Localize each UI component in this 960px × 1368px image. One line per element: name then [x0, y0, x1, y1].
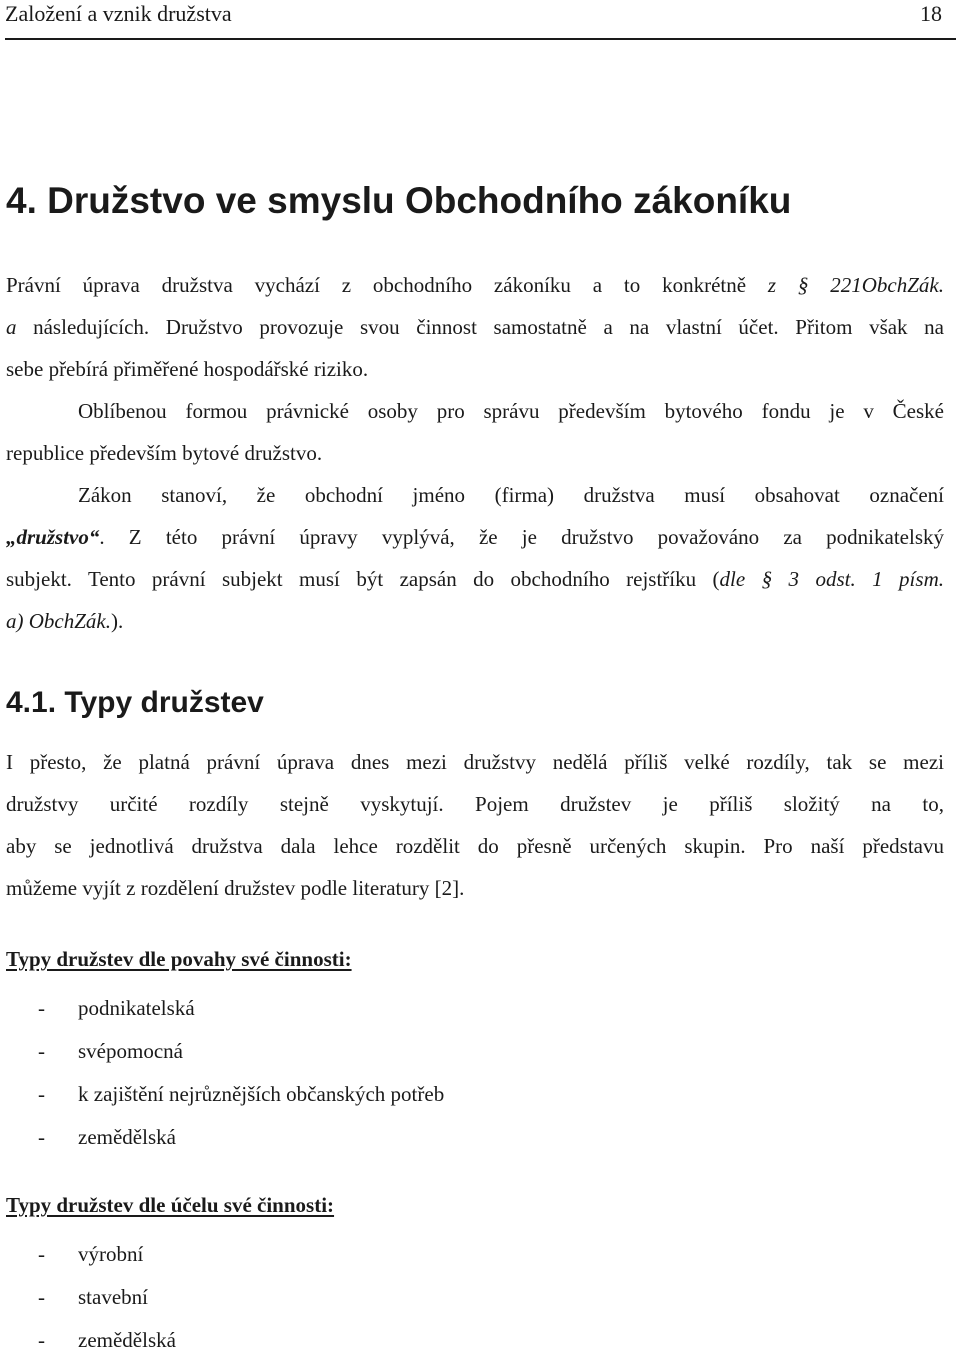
paragraph-text: ).	[110, 609, 124, 633]
legal-reference: dle § 3 odst. 1 písm.	[719, 567, 944, 591]
paragraph-line: družstvy určité rozdíly stejně vyskytují. Pojem družstev je příliš složitý na to,	[6, 792, 944, 816]
list-bullet: -	[38, 1082, 45, 1106]
list-item	[38, 1282, 176, 1325]
list-item-text: zemědělská	[78, 1328, 176, 1352]
page-header	[5, 0, 956, 40]
running-header-title: Založení a vznik družstva	[5, 1, 232, 26]
list-item-text: zemědělská	[78, 1125, 176, 1149]
paragraph-line	[6, 558, 944, 600]
legal-reference: a) ObchZák.	[6, 609, 111, 633]
paragraph-line	[6, 306, 944, 348]
list-heading-activity-purpose: Typy družstev dle účelu své činnosti:	[6, 1193, 335, 1217]
list-heading-activity-nature: Typy družstev dle povahy své činnosti:	[6, 947, 352, 971]
list-item-text: k zajištění nejrůznějších občanských potřeb	[78, 1082, 445, 1106]
list-item-text: výrobní	[78, 1242, 144, 1266]
list-bullet: -	[38, 996, 45, 1020]
list-item	[38, 1239, 176, 1282]
paragraph-text: . Z této právní úpravy vyplývá, že je družstvo považováno za podnikatelský	[99, 525, 944, 549]
list-item-text: stavební	[78, 1285, 148, 1309]
list-item	[38, 1079, 444, 1122]
activity-purpose-list	[38, 1239, 176, 1368]
list-bullet: -	[38, 1039, 45, 1063]
activity-nature-list	[38, 993, 444, 1165]
paragraph-line: republice především bytové družstvo.	[6, 441, 323, 465]
paragraph-line: sebe přebírá přiměřené hospodářské riziko.	[6, 357, 369, 381]
paragraph-text: subjekt. Tento právní subjekt musí být zapsán do obchodního rejstříku (	[6, 567, 720, 591]
paragraph-line	[6, 516, 944, 558]
intro-paragraphs	[6, 264, 944, 642]
paragraph-line	[6, 600, 944, 642]
paragraph-line: I přesto, že platná právní úprava dnes mezi družstvy nedělá příliš velké rozdíly, tak se mezi	[6, 750, 944, 774]
paragraph-text: Právní úprava družstva vychází z obchodního zákoníku a to konkrétně	[6, 273, 747, 297]
list-item	[38, 1122, 444, 1165]
paragraph-line: Zákon stanoví, že obchodní jméno (firma) družstva musí obsahovat označení	[78, 483, 944, 507]
paragraph-line: aby se jednotlivá družstva dala lehce rozdělit do přesně určených skupin. Pro naší představu	[6, 834, 944, 858]
paragraph-text: a	[6, 315, 17, 339]
list-item-text: podnikatelská	[78, 996, 195, 1020]
paragraph-line: můžeme vyjít z rozdělení družstev podle literatury [2].	[6, 876, 465, 900]
list-item-text: svépomocná	[78, 1039, 183, 1063]
list-bullet: -	[38, 1328, 45, 1352]
legal-reference: z § 221ObchZák.	[767, 273, 944, 297]
page-number: 18	[920, 1, 942, 26]
list-bullet: -	[38, 1242, 45, 1266]
list-item	[38, 1325, 176, 1368]
list-bullet: -	[38, 1125, 45, 1149]
paragraph-line	[6, 264, 944, 306]
list-bullet: -	[38, 1285, 45, 1309]
section-paragraph	[6, 741, 944, 909]
paragraph-line: Oblíbenou formou právnické osoby pro správu především bytového fondu je v České	[78, 399, 944, 423]
paragraph-text: následujících. Družstvo provozuje svou činnost samostatně a na vlastní účet. Přitom však na	[16, 315, 944, 339]
chapter-title: 4. Družstvo ve smyslu Obchodního zákoníku	[6, 180, 792, 221]
cooperative-term: „družstvo“	[6, 525, 100, 549]
list-item	[38, 993, 444, 1036]
section-title: 4.1. Typy družstev	[6, 686, 264, 719]
list-item	[38, 1036, 444, 1079]
